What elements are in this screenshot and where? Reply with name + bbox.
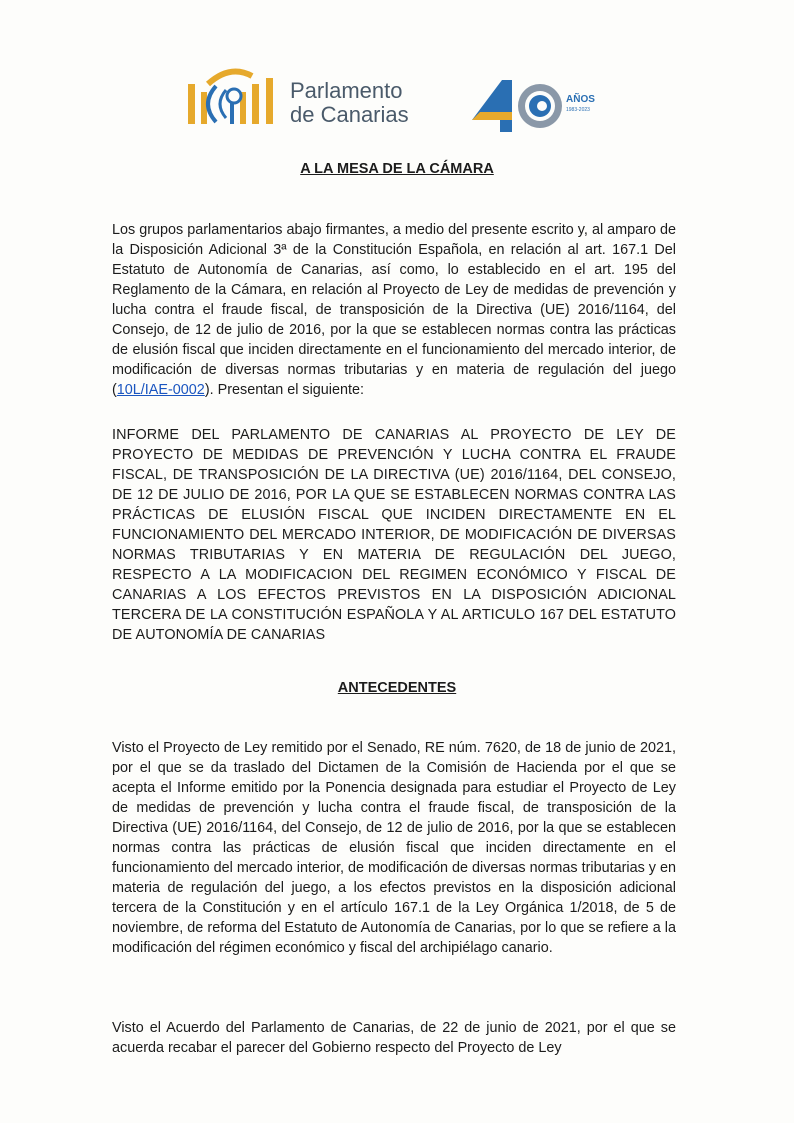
- anniversary-40-icon: [466, 76, 566, 134]
- parliament-name: [290, 79, 409, 127]
- antecedentes-paragraph: Visto el Proyecto de Ley remitido por el Senado, RE núm. 7620, de 18 de junio de 2021, por el que se da traslado del Dictamen de la Comisión de Hacienda por el que se acepta el Informe emitido por la Ponencia designada para estudiar el Proyecto de Ley de medidas de prevención y lucha contra el fraude fiscal, de transposición de la Directiva (UE) 2016/1164, del Consejo, de 12 de julio de 2016, por la que se establecen normas contra las prácticas de elusión fiscal que inciden directamente en el funcionamiento del mercado interior, de modificación de diversas normas tributarias y en materia de regulación del juego, a los efectos previstos en la disposición adicional tercera de la Constitución y en el artículo 167.1 de la Ley Orgánica 1/2018, de 5 de noviembre, de reforma del Estatuto de Autonomía de Canarias, por lo que se refiere a la modificación del régimen económico y fiscal del archipiélago canario.: [112, 740, 676, 956]
- anniversary-years: 1983-2023: [566, 107, 590, 113]
- parliament-emblem-icon: [186, 62, 278, 134]
- antecedentes-paragraph: Visto el Acuerdo del Parlamento de Canarias, de 22 de junio de 2021, por el que se acuerda recabar el parecer del Gobierno respecto del Proyecto de Ley: [112, 1020, 676, 1056]
- intro-text-end: ). Presentan el siguiente:: [204, 382, 365, 398]
- intro-text: Los grupos parlamentarios abajo firmantes, a medio del presente escrito y, al amparo de la Disposición Adicional 3ª de la Constitución Española, en relación al art. 167.1 Del Estatuto de Autonomía de Canarias, así como, lo establecido en el art. 195 del Reglamento de la Cámara, en relación al Proyecto de Ley de medidas de prevención y lucha contra el fraude fiscal, de transposición de la Directiva (UE) 2016/1164, del Consejo, de 12 de julio de 2016, por la que se establecen normas contra las prácticas de elusión fiscal que inciden directamente en el funcionamiento del mercado interior, de modificación de diversas normas tributarias y en materia de regulación del juego (: [112, 222, 676, 398]
- file-reference-link[interactable]: 10L/IAE-0002: [116, 382, 205, 398]
- anniversary-logo: [466, 76, 596, 134]
- section-heading: ANTECEDENTES: [337, 680, 457, 696]
- parliament-logo: [186, 62, 431, 134]
- anniversary-label: AÑOS: [566, 94, 595, 105]
- document-title: A LA MESA DE LA CÁMARA: [300, 161, 494, 177]
- intro-paragraph: [112, 220, 676, 400]
- parliament-name-line1: Parlamento: [290, 78, 403, 103]
- report-title: INFORME DEL PARLAMENTO DE CANARIAS AL PROYECTO DE LEY DE PROYECTO DE MEDIDAS DE PREVENCIÓN Y LUCHA CONTRA EL FRAUDE FISCAL, DE TRANSPOSICIÓN DE LA DIRECTIVA (UE) 2016/1164, DEL CONSEJO, DE 12 DE JULIO DE 2016, POR LA QUE SE ESTABLECEN NORMAS CONTRA LAS PRÁCTICAS DE ELUSIÓN FISCAL QUE INCIDEN DIRECTAMENTE EN EL FUNCIONAMIENTO DEL MERCADO INTERIOR, DE MODIFICACIÓN DE DIVERSAS NORMAS TRIBUTARIAS Y EN MATERIA DE REGULACIÓN DEL JUEGO, RESPECTO A LA MODIFICACION DEL REGIMEN ECONÓMICO Y FISCAL DE CANARIAS A LOS EFECTOS PREVISTOS EN LA DISPOSICIÓN ADICIONAL TERCERA DE LA CONSTITUCIÓN ESPAÑOLA Y AL ARTICULO 167 DEL ESTATUTO DE AUTONOMÍA DE CANARIAS: [112, 427, 676, 643]
- parliament-name-line2: de Canarias: [290, 102, 409, 127]
